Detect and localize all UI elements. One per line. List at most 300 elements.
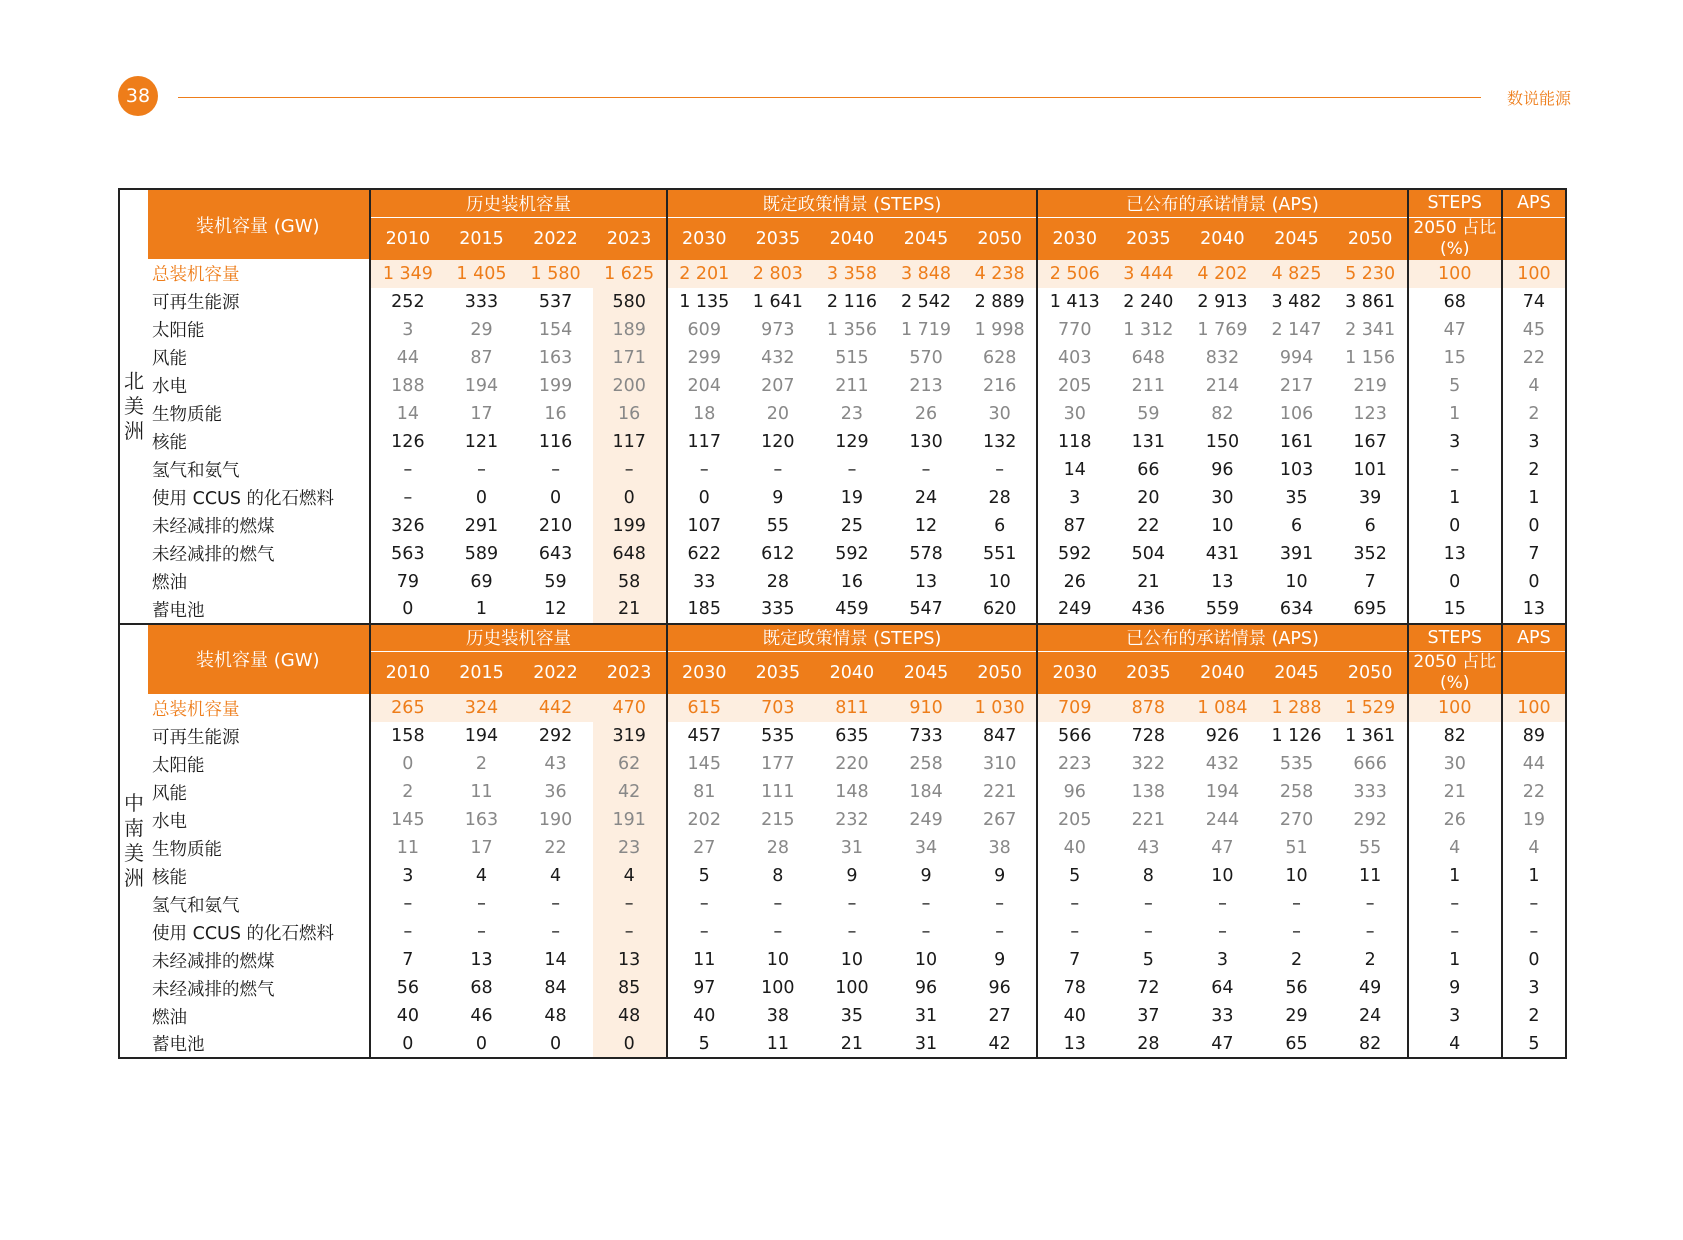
- table-cell: –: [1292, 894, 1301, 914]
- table-cell: 547: [889, 596, 963, 624]
- row-label: 未经减排的燃气: [152, 545, 275, 565]
- table-cell: 265: [370, 694, 444, 722]
- table-cell: 1 625: [593, 260, 667, 288]
- table-cell: 16: [840, 571, 864, 592]
- table-cell: 26: [1408, 806, 1502, 834]
- table-cell: 28: [766, 571, 789, 592]
- table-cell: 3 848: [889, 260, 963, 288]
- row-label: 总装机容量: [148, 694, 370, 722]
- table-cell: 11: [1358, 866, 1382, 886]
- table-cell: 709: [1037, 694, 1111, 722]
- table-cell: 145: [667, 750, 741, 778]
- table-cell: 81: [667, 778, 741, 806]
- table-row: [119, 428, 1566, 456]
- table-row: [119, 1002, 1566, 1030]
- table-cell: 56: [1285, 978, 1308, 998]
- table-cell: 100: [1502, 694, 1566, 722]
- table-cell: 69: [470, 571, 493, 592]
- table-cell: 23: [840, 403, 864, 424]
- table-cell: 10: [1211, 866, 1234, 886]
- table-cell: 31: [914, 1006, 938, 1026]
- table-cell: 111: [761, 782, 795, 802]
- table-cell: 11: [741, 1030, 815, 1058]
- table-cell: 190: [538, 810, 573, 830]
- row-label: 生物质能: [152, 839, 223, 860]
- table-cell: 0: [444, 1030, 518, 1058]
- year-header: 2050: [963, 217, 1037, 260]
- table-cell: 4 825: [1259, 260, 1333, 288]
- table-cell: 504: [1131, 543, 1166, 564]
- table-cell: 20: [766, 403, 789, 424]
- year-header: 2030: [1037, 652, 1111, 695]
- table-cell: 24: [1358, 1006, 1382, 1026]
- table-cell: 154: [538, 319, 573, 340]
- table-cell: 457: [667, 722, 741, 750]
- table-cell: 1 126: [1271, 726, 1322, 746]
- table-cell: 470: [593, 694, 667, 722]
- table-cell: 202: [667, 806, 741, 834]
- year-header: 2040: [815, 652, 889, 695]
- table-cell: 163: [538, 347, 573, 368]
- table-cell: 47: [1408, 316, 1502, 344]
- table-cell: –: [551, 459, 560, 480]
- table-cell: 31: [840, 838, 864, 858]
- table-row: [119, 918, 1566, 946]
- row-label: 未经减排的燃气: [152, 979, 275, 1000]
- table-cell: 171: [593, 344, 667, 372]
- table-cell: 87: [470, 347, 493, 368]
- year-header: 2015: [444, 217, 518, 260]
- group-aps: 已公布的承诺情景 (APS): [1037, 624, 1407, 652]
- table-cell: 1: [444, 596, 518, 624]
- table-cell: 82: [1211, 403, 1234, 424]
- table-cell: 72: [1137, 978, 1160, 998]
- table-cell: 9: [772, 487, 784, 508]
- table-cell: 1 030: [963, 694, 1037, 722]
- table-cell: 1 288: [1259, 694, 1333, 722]
- table-cell: 3: [1037, 484, 1111, 512]
- table-cell: 609: [667, 316, 741, 344]
- table-cell: 30: [1037, 400, 1111, 428]
- corner-label: 装机容量 (GW): [148, 624, 370, 695]
- table-cell: 2 889: [974, 291, 1025, 312]
- table-cell: 0: [1408, 568, 1502, 596]
- table-cell: 643: [538, 543, 573, 564]
- table-cell: 29: [1285, 1006, 1308, 1026]
- table-cell: 39: [1358, 487, 1382, 508]
- table-cell: 620: [963, 596, 1037, 624]
- table-cell: 129: [835, 431, 869, 452]
- row-label: 核能: [152, 867, 188, 888]
- table-cell: 578: [909, 543, 943, 564]
- table-cell: 703: [741, 694, 815, 722]
- table-cell: 2: [475, 754, 488, 774]
- table-cell: 0: [475, 487, 488, 508]
- region-label: [119, 624, 148, 1059]
- section-central-south-america: [119, 624, 1566, 1059]
- table-cell: 3: [370, 862, 444, 890]
- table-row: [119, 400, 1566, 428]
- table-cell: 126: [370, 428, 444, 456]
- table-cell: 1 529: [1334, 694, 1408, 722]
- table-cell: 167: [1353, 431, 1387, 452]
- table-cell: 100: [835, 978, 869, 998]
- table-cell: –: [1143, 922, 1153, 942]
- group-steps-share: STEPS: [1408, 624, 1502, 652]
- table-cell: 10: [1285, 571, 1308, 592]
- table-cell: 47: [1185, 1030, 1259, 1058]
- table-cell: 20: [1137, 487, 1160, 508]
- table-cell: 2: [1290, 950, 1303, 970]
- table-cell: 258: [1279, 782, 1314, 802]
- table-cell: 10: [914, 950, 938, 970]
- table-cell: 138: [1131, 782, 1166, 802]
- row-label: 使用 CCUS 的化石燃料: [152, 923, 335, 944]
- table-cell: 148: [835, 782, 869, 802]
- table-cell: 5: [1037, 862, 1111, 890]
- year-header: 2040: [815, 217, 889, 260]
- table-cell: 211: [835, 375, 869, 396]
- table-cell: 1 998: [974, 319, 1025, 340]
- year-header: 2022: [519, 652, 593, 695]
- table-cell: –: [1365, 922, 1375, 942]
- table-cell: 66: [1137, 459, 1160, 480]
- table-row: [119, 344, 1566, 372]
- table-cell: 0: [1502, 946, 1566, 974]
- table-cell: 44: [370, 344, 444, 372]
- table-cell: 352: [1353, 543, 1387, 564]
- table-cell: 35: [1285, 487, 1308, 508]
- table-cell: –: [1408, 918, 1502, 946]
- table-cell: 34: [914, 838, 938, 858]
- table-cell: 1: [1502, 484, 1566, 512]
- row-label: 燃油: [152, 1007, 188, 1028]
- table-cell: 12: [914, 515, 938, 536]
- year-header: 2015: [444, 652, 518, 695]
- table-cell: –: [370, 484, 444, 512]
- table-cell: 130: [909, 431, 943, 452]
- table-cell: 1 641: [752, 291, 803, 312]
- table-cell: –: [1218, 894, 1227, 914]
- table-cell: 120: [761, 431, 795, 452]
- table-row: [119, 750, 1566, 778]
- table-cell: 97: [667, 974, 741, 1002]
- region-char: 洲: [124, 865, 145, 890]
- table-cell: 9: [846, 866, 858, 886]
- table-cell: 59: [1137, 403, 1160, 424]
- table-cell: 4: [1502, 834, 1566, 862]
- table-cell: 68: [1408, 288, 1502, 316]
- table-cell: 0: [370, 1030, 444, 1058]
- table-cell: 14: [1037, 456, 1111, 484]
- table-cell: 299: [667, 344, 741, 372]
- table-cell: 1: [1408, 862, 1502, 890]
- table-cell: 4 202: [1185, 260, 1259, 288]
- table-cell: 291: [464, 515, 499, 536]
- year-header: 2023: [593, 652, 667, 695]
- year-header: 2030: [667, 217, 741, 260]
- group-steps: 既定政策情景 (STEPS): [667, 624, 1038, 652]
- table-cell: 4: [1408, 1030, 1502, 1058]
- table-cell: 3: [1502, 428, 1566, 456]
- table-cell: 15: [1408, 344, 1502, 372]
- table-cell: 220: [835, 754, 869, 774]
- table-cell: 211: [1131, 375, 1166, 396]
- table-row: [119, 834, 1566, 862]
- table-cell: 10: [1285, 866, 1308, 886]
- year-header: 2010: [370, 652, 444, 695]
- table-cell: 14: [544, 950, 567, 970]
- year-header: 2030: [667, 652, 741, 695]
- table-cell: 6: [1290, 515, 1303, 536]
- table-cell: 22: [1502, 778, 1566, 806]
- table-cell: 5: [1502, 1030, 1566, 1058]
- table-cell: 3: [1502, 974, 1566, 1002]
- table-cell: 19: [1502, 806, 1566, 834]
- year-header: 2023: [593, 217, 667, 260]
- table-cell: 184: [909, 782, 943, 802]
- table-cell: –: [370, 456, 444, 484]
- table-cell: 103: [1279, 459, 1314, 480]
- table-cell: 131: [1131, 431, 1166, 452]
- table-cell: 132: [982, 431, 1017, 452]
- table-cell: 322: [1131, 754, 1166, 774]
- header-group-row: [119, 624, 1566, 652]
- table-cell: –: [1037, 918, 1111, 946]
- table-cell: 559: [1185, 596, 1259, 624]
- table-cell: 11: [370, 834, 444, 862]
- table-cell: 0: [519, 1030, 593, 1058]
- year-header: 2045: [1259, 217, 1333, 260]
- table-cell: 9: [920, 866, 932, 886]
- table-cell: 38: [766, 1006, 789, 1026]
- table-cell: 30: [988, 403, 1011, 424]
- table-cell: 36: [544, 782, 567, 802]
- table-cell: 634: [1259, 596, 1333, 624]
- table-cell: –: [593, 918, 667, 946]
- table-cell: –: [921, 459, 931, 480]
- table-cell: 2 506: [1037, 260, 1111, 288]
- year-header: 2040: [1185, 652, 1259, 695]
- table-cell: 580: [593, 288, 667, 316]
- row-label: 蓄电池: [148, 596, 370, 624]
- table-row: [119, 540, 1566, 568]
- table-cell: 28: [766, 838, 789, 858]
- corner-label: 装机容量 (GW): [148, 189, 370, 260]
- table-cell: 1: [1408, 400, 1502, 428]
- table-row: [119, 372, 1566, 400]
- table-cell: 101: [1353, 459, 1387, 480]
- table-cell: 628: [982, 347, 1017, 368]
- row-label: 可再生能源: [152, 727, 240, 748]
- table-cell: 635: [835, 726, 869, 746]
- table-cell: 14: [370, 400, 444, 428]
- table-cell: 9: [994, 866, 1006, 886]
- table-cell: 161: [1279, 431, 1314, 452]
- table-cell: 1: [1408, 946, 1502, 974]
- table-cell: 249: [1037, 596, 1111, 624]
- group-steps: 既定政策情景 (STEPS): [667, 189, 1038, 217]
- year-header: 2035: [741, 217, 815, 260]
- share-header: 2050 占比 (%): [1408, 652, 1502, 695]
- table-cell: 30: [1408, 750, 1502, 778]
- table-cell: 2 913: [1197, 291, 1248, 312]
- table-cell: 244: [1205, 810, 1240, 830]
- year-header: 2050: [963, 652, 1037, 695]
- year-header: 2045: [889, 217, 963, 260]
- year-header: 2045: [1259, 652, 1333, 695]
- table-row: [119, 1030, 1566, 1058]
- table-cell: 106: [1279, 403, 1314, 424]
- table-cell: –: [847, 894, 857, 914]
- table-cell: –: [667, 890, 741, 918]
- table-cell: 48: [544, 1006, 567, 1026]
- group-aps-share: APS: [1502, 624, 1566, 652]
- table-cell: 194: [1205, 782, 1240, 802]
- table-cell: 37: [1137, 1006, 1160, 1026]
- table-cell: 847: [982, 726, 1017, 746]
- table-cell: 2: [1502, 400, 1566, 428]
- table-cell: 215: [761, 810, 795, 830]
- row-label: 未经减排的燃煤: [152, 951, 275, 972]
- table-cell: 926: [1205, 726, 1240, 746]
- table-cell: 22: [1137, 515, 1160, 536]
- table-cell: 44: [1502, 750, 1566, 778]
- table-cell: 1: [1408, 484, 1502, 512]
- table-cell: 335: [741, 596, 815, 624]
- table-cell: 185: [667, 596, 741, 624]
- table-cell: 0: [1502, 568, 1566, 596]
- table-cell: 292: [1353, 810, 1387, 830]
- row-label: 氢气和氨气: [152, 895, 240, 916]
- table-cell: 1 156: [1345, 347, 1396, 368]
- table-cell: 249: [909, 810, 943, 830]
- table-cell: 48: [593, 1002, 667, 1030]
- table-cell: 3 358: [815, 260, 889, 288]
- table-cell: 3: [370, 316, 444, 344]
- table-cell: –: [370, 890, 444, 918]
- table-cell: 28: [1111, 1030, 1185, 1058]
- table-cell: 43: [1137, 838, 1160, 858]
- table-cell: 5: [667, 862, 741, 890]
- table-cell: 18: [667, 400, 741, 428]
- table-cell: 191: [593, 806, 667, 834]
- table-cell: 31: [889, 1030, 963, 1058]
- table-cell: 12: [519, 596, 593, 624]
- table-cell: 4 238: [963, 260, 1037, 288]
- table-cell: 13: [593, 946, 667, 974]
- table-cell: 537: [538, 291, 573, 312]
- table-row: [119, 862, 1566, 890]
- table-cell: 217: [1279, 375, 1314, 396]
- table-cell: 612: [761, 543, 795, 564]
- year-header: 2035: [1111, 217, 1185, 260]
- table-cell: 214: [1205, 375, 1240, 396]
- table-cell: 13: [1037, 1030, 1111, 1058]
- table-cell: 22: [544, 838, 567, 858]
- table-cell: 7: [1364, 571, 1376, 592]
- table-cell: 0: [667, 484, 741, 512]
- table-cell: 9: [994, 950, 1006, 970]
- capacity-table: [118, 188, 1567, 1059]
- table-cell: 5: [1142, 950, 1154, 970]
- table-cell: 29: [470, 319, 493, 340]
- table-cell: 4: [593, 862, 667, 890]
- table-cell: 96: [1037, 778, 1111, 806]
- table-cell: 213: [909, 375, 943, 396]
- row-label: 水电: [152, 811, 188, 832]
- table-cell: 40: [370, 1002, 444, 1030]
- table-cell: 9: [1408, 974, 1502, 1002]
- table-cell: 592: [1037, 540, 1111, 568]
- table-row: [119, 722, 1566, 750]
- table-cell: 21: [593, 596, 667, 624]
- row-label: 蓄电池: [148, 1030, 370, 1058]
- table-cell: 431: [1205, 543, 1240, 564]
- row-label: 氢气和氨气: [152, 461, 240, 481]
- table-cell: 207: [761, 375, 795, 396]
- row-label: 水电: [152, 377, 188, 397]
- table-cell: 21: [815, 1030, 889, 1058]
- table-cell: –: [1502, 890, 1566, 918]
- table-cell: 252: [370, 288, 444, 316]
- row-label: 未经减排的燃煤: [152, 517, 275, 537]
- table-cell: 326: [370, 512, 444, 540]
- table-cell: 35: [840, 1006, 864, 1026]
- row-label: 太阳能: [152, 755, 205, 776]
- table-cell: 258: [909, 754, 943, 774]
- table-cell: 64: [1211, 978, 1234, 998]
- table-cell: 4: [1502, 372, 1566, 400]
- table-cell: 1 135: [667, 288, 741, 316]
- table-cell: –: [1292, 922, 1301, 942]
- table-cell: 42: [963, 1030, 1037, 1058]
- group-aps-share: APS: [1502, 189, 1566, 217]
- table-cell: 96: [1211, 459, 1234, 480]
- table-cell: 1 769: [1197, 319, 1248, 340]
- year-header: 2010: [370, 217, 444, 260]
- table-cell: 85: [593, 974, 667, 1002]
- table-cell: 0: [1408, 512, 1502, 540]
- table-cell: 432: [1205, 754, 1240, 774]
- table-cell: 40: [1037, 834, 1111, 862]
- table-cell: 25: [840, 515, 864, 536]
- share-header: 2050 占比 (%): [1408, 217, 1502, 260]
- table-cell: 200: [593, 372, 667, 400]
- table-cell: 811: [815, 694, 889, 722]
- year-header: 2050: [1334, 217, 1408, 260]
- table-cell: 17: [470, 403, 493, 424]
- table-cell: 648: [593, 540, 667, 568]
- table-cell: 46: [470, 1006, 493, 1026]
- region-char: 洲: [124, 418, 145, 443]
- table-cell: –: [1218, 922, 1227, 942]
- table-cell: 100: [1408, 694, 1502, 722]
- table-cell: 11: [470, 782, 493, 802]
- table-cell: 432: [761, 347, 795, 368]
- table-cell: 973: [761, 319, 795, 340]
- table-cell: 3 861: [1345, 291, 1396, 312]
- table-cell: –: [995, 459, 1005, 480]
- table-cell: –: [1037, 890, 1111, 918]
- table-cell: 1 349: [370, 260, 444, 288]
- table-cell: 210: [538, 515, 573, 536]
- table-cell: –: [477, 459, 486, 480]
- region-char: 美: [124, 393, 145, 418]
- table-cell: 592: [835, 543, 869, 564]
- table-cell: 4: [475, 866, 488, 886]
- table-cell: 16: [544, 403, 567, 424]
